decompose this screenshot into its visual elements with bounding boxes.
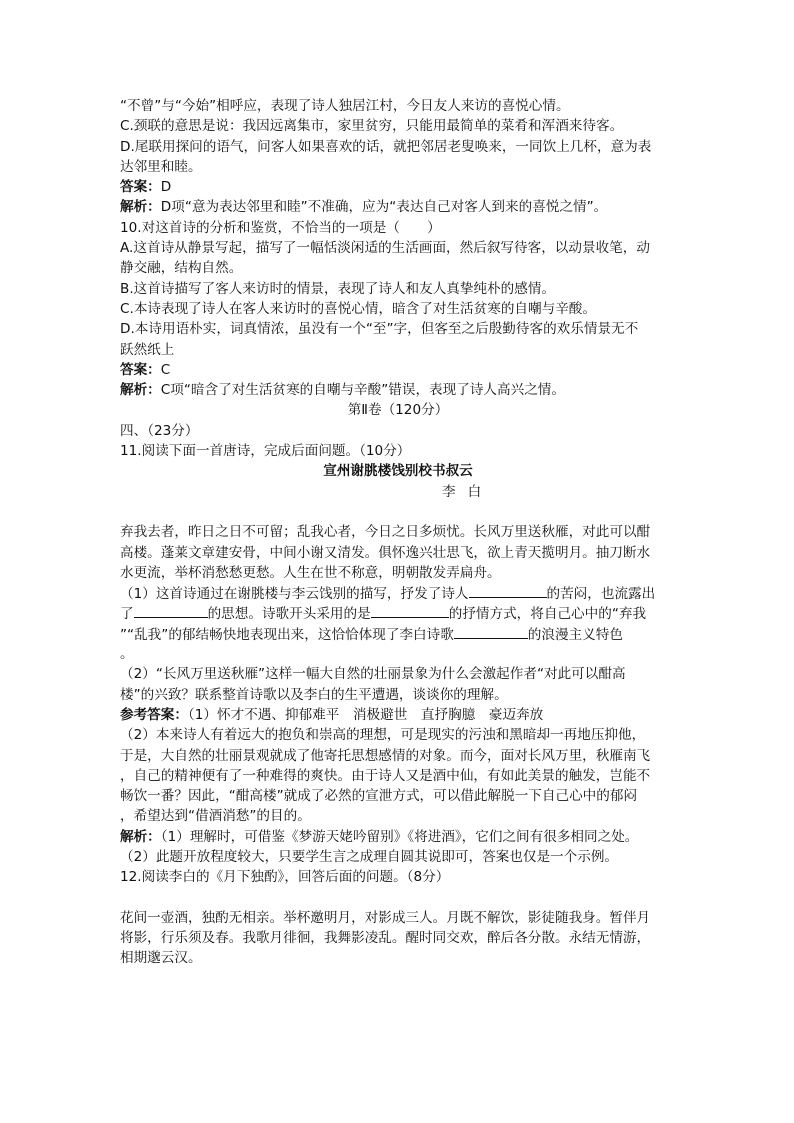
explanation-line bbox=[120, 197, 676, 217]
option-a-line-cont: 静交融，结构自然。 bbox=[120, 260, 243, 277]
answer-line bbox=[120, 360, 676, 380]
text-segment: 的思想。诗歌开头采用的是 bbox=[207, 606, 371, 623]
text-segment: （1）这首诗通过在谢朓楼与李云饯别的描写，抒发了诗人 bbox=[120, 586, 469, 603]
option-d-line-cont: 跃然纸上 bbox=[120, 341, 175, 358]
poem-line: 高楼。蓬莱文章建安骨，中间小谢又清发。俱怀逸兴壮思飞，欲上青天揽明月。抽刀断水 bbox=[120, 544, 651, 561]
subquestion-1-line: 。 bbox=[120, 646, 134, 663]
poem-author: 李白 bbox=[442, 483, 494, 500]
option-c-line: C.颈联的意思是说：我因远离集市，家里贫穷，只能用最简单的菜肴和浑酒来待客。 bbox=[120, 118, 624, 135]
poem-line: 水更流，举杯消愁愁更愁。人生在世不称意，明朝散发弄扁舟。 bbox=[120, 564, 501, 581]
volume-heading: 第Ⅱ卷（120分） bbox=[347, 402, 449, 419]
text-segment: ”“乱我”的郁结畅快地表现出来，这恰恰体现了李白诗歌 bbox=[120, 626, 454, 643]
answer-paragraph-line: 于是，大自然的壮丽景观就成了他寄托思想感情的对象。而今，面对长风万里，秋雁南飞 bbox=[120, 747, 651, 764]
subquestion-2-line: （2）“长风万里送秋雁”这样一幅大自然的壮丽景象为什么会激起作者“对此可以酣高 bbox=[120, 666, 626, 683]
subquestion-1-line bbox=[120, 603, 676, 623]
option-d-line: D.尾联用探问的语气，问客人如果喜欢的话，就把邻居老叟唤来，一同饮上几杯，意为表 bbox=[120, 138, 652, 155]
explanation-line bbox=[120, 380, 676, 400]
answer-paragraph-line: （2）本来诗人有着远大的抱负和崇高的理想，可是现实的污浊和黑暗却一再地压抑他， bbox=[120, 727, 646, 744]
explanation-label: 解析： bbox=[120, 382, 161, 399]
explanation-label: 解析： bbox=[120, 199, 161, 216]
document-page bbox=[120, 96, 676, 969]
answer-paragraph-line: ，希望达到“借酒消愁”的目的。 bbox=[120, 808, 311, 825]
answer-label: 答案： bbox=[120, 179, 161, 196]
subquestion-1-line bbox=[120, 624, 676, 644]
poem-title: 宣州谢朓楼饯别校书叔云 bbox=[323, 463, 473, 480]
fill-blank[interactable] bbox=[134, 603, 208, 618]
text-line: “不曾”与“今始”相呼应，表现了诗人独居江村，今日友人来访的喜悦心情。 bbox=[120, 98, 570, 114]
reference-answer-text: （1）怀才不遇、抑郁难平 消极避世 直抒胸臆 豪迈奔放 bbox=[187, 706, 544, 723]
question-10: 10.对这首诗的分析和鉴赏，不恰当的一项是（ ） bbox=[120, 219, 441, 236]
question-11: 11.阅读下面一首唐诗，完成后面问题。（10分） bbox=[120, 443, 411, 460]
blank-line bbox=[120, 888, 676, 908]
poem-line: 弃我去者，昨日之日不可留；乱我心者，今日之日多烦忧。长风万里送秋雁，对此可以酣 bbox=[120, 524, 651, 541]
poem-line: 将影，行乐须及春。我歌月徘徊，我舞影凌乱。醒时同交欢，醉后各分散。永结无情游， bbox=[120, 930, 651, 947]
explanation-line bbox=[120, 827, 676, 847]
section-heading: 四、（23分） bbox=[120, 422, 199, 439]
answer-paragraph-line: 畅饮一番？因此，“酣高楼”就成了必然的宣泄方式，可以借此解脱一下自己心中的郁闷 bbox=[120, 788, 638, 805]
explanation-label: 解析： bbox=[120, 828, 161, 845]
subquestion-1-line bbox=[120, 583, 676, 603]
option-c-line: C.本诗表现了诗人在客人来访时的喜悦心情，暗含了对生活贫寒的自嘲与辛酸。 bbox=[120, 300, 596, 317]
blank-line bbox=[120, 502, 676, 522]
answer-value: D bbox=[160, 179, 172, 196]
subquestion-2-line: 楼”的兴致？联系整首诗歌以及李白的生平遭遇，谈谈你的理解。 bbox=[120, 686, 508, 703]
explanation-text: C项“暗含了对生活贫寒的自嘲与辛酸”错误，表现了诗人高兴之情。 bbox=[160, 382, 565, 399]
answer-line bbox=[120, 177, 676, 197]
text-segment: 的抒情方式，将自己心中的“弃我 bbox=[448, 606, 647, 623]
option-a-line: A.这首诗从静景写起，描写了一幅恬淡闲适的生活画面，然后叙写待客，以动景收笔，动 bbox=[120, 240, 650, 257]
option-d-line-cont: 达邻里和睦。 bbox=[120, 158, 202, 175]
explanation-text: D项“意为表达邻里和睦”不准确，应为“表达自己对客人到来的喜悦之情”。 bbox=[160, 199, 608, 216]
text-segment: 了 bbox=[120, 606, 134, 623]
answer-label: 答案： bbox=[120, 361, 161, 378]
answer-value: C bbox=[160, 361, 171, 378]
answer-paragraph-line: ，自己的精神便有了一种难得的爽快。由于诗人又是酒中仙，有如此美景的触发，岂能不 bbox=[120, 767, 651, 784]
option-b-line: B.这首诗描写了客人来访时的情景，表现了诗人和友人真挚纯朴的感情。 bbox=[120, 280, 556, 297]
poem-line: 相期邈云汉。 bbox=[120, 950, 202, 967]
fill-blank[interactable] bbox=[454, 624, 528, 639]
explanation-text: （1）理解时，可借鉴《梦游天姥吟留别》《将进酒》，它们之间有很多相同之处。 bbox=[160, 828, 639, 845]
text-segment: 的浪漫主义特色 bbox=[527, 626, 623, 643]
poem-line: 花间一壶酒，独酌无相亲。举杯邀明月，对影成三人。月既不解饮，影徒随我身。暂伴月 bbox=[120, 909, 651, 926]
reference-answer-label: 参考答案： bbox=[120, 706, 188, 723]
option-d-line: D.本诗用语朴实，词真情浓，虽没有一个“至”字，但客至之后殷勤待客的欢乐情景无不 bbox=[120, 321, 639, 338]
fill-blank[interactable] bbox=[469, 583, 547, 598]
fill-blank[interactable] bbox=[371, 603, 449, 618]
text-segment: 的苦闷，也流露出 bbox=[546, 586, 656, 603]
reference-answer-line bbox=[120, 705, 676, 725]
question-12: 12.阅读李白的《月下独酌》，回答后面的问题。（8分） bbox=[120, 869, 450, 886]
explanation-line: （2）此题开放程度较大，只要学生言之成理自圆其说即可，答案也仅是一个示例。 bbox=[120, 848, 619, 865]
